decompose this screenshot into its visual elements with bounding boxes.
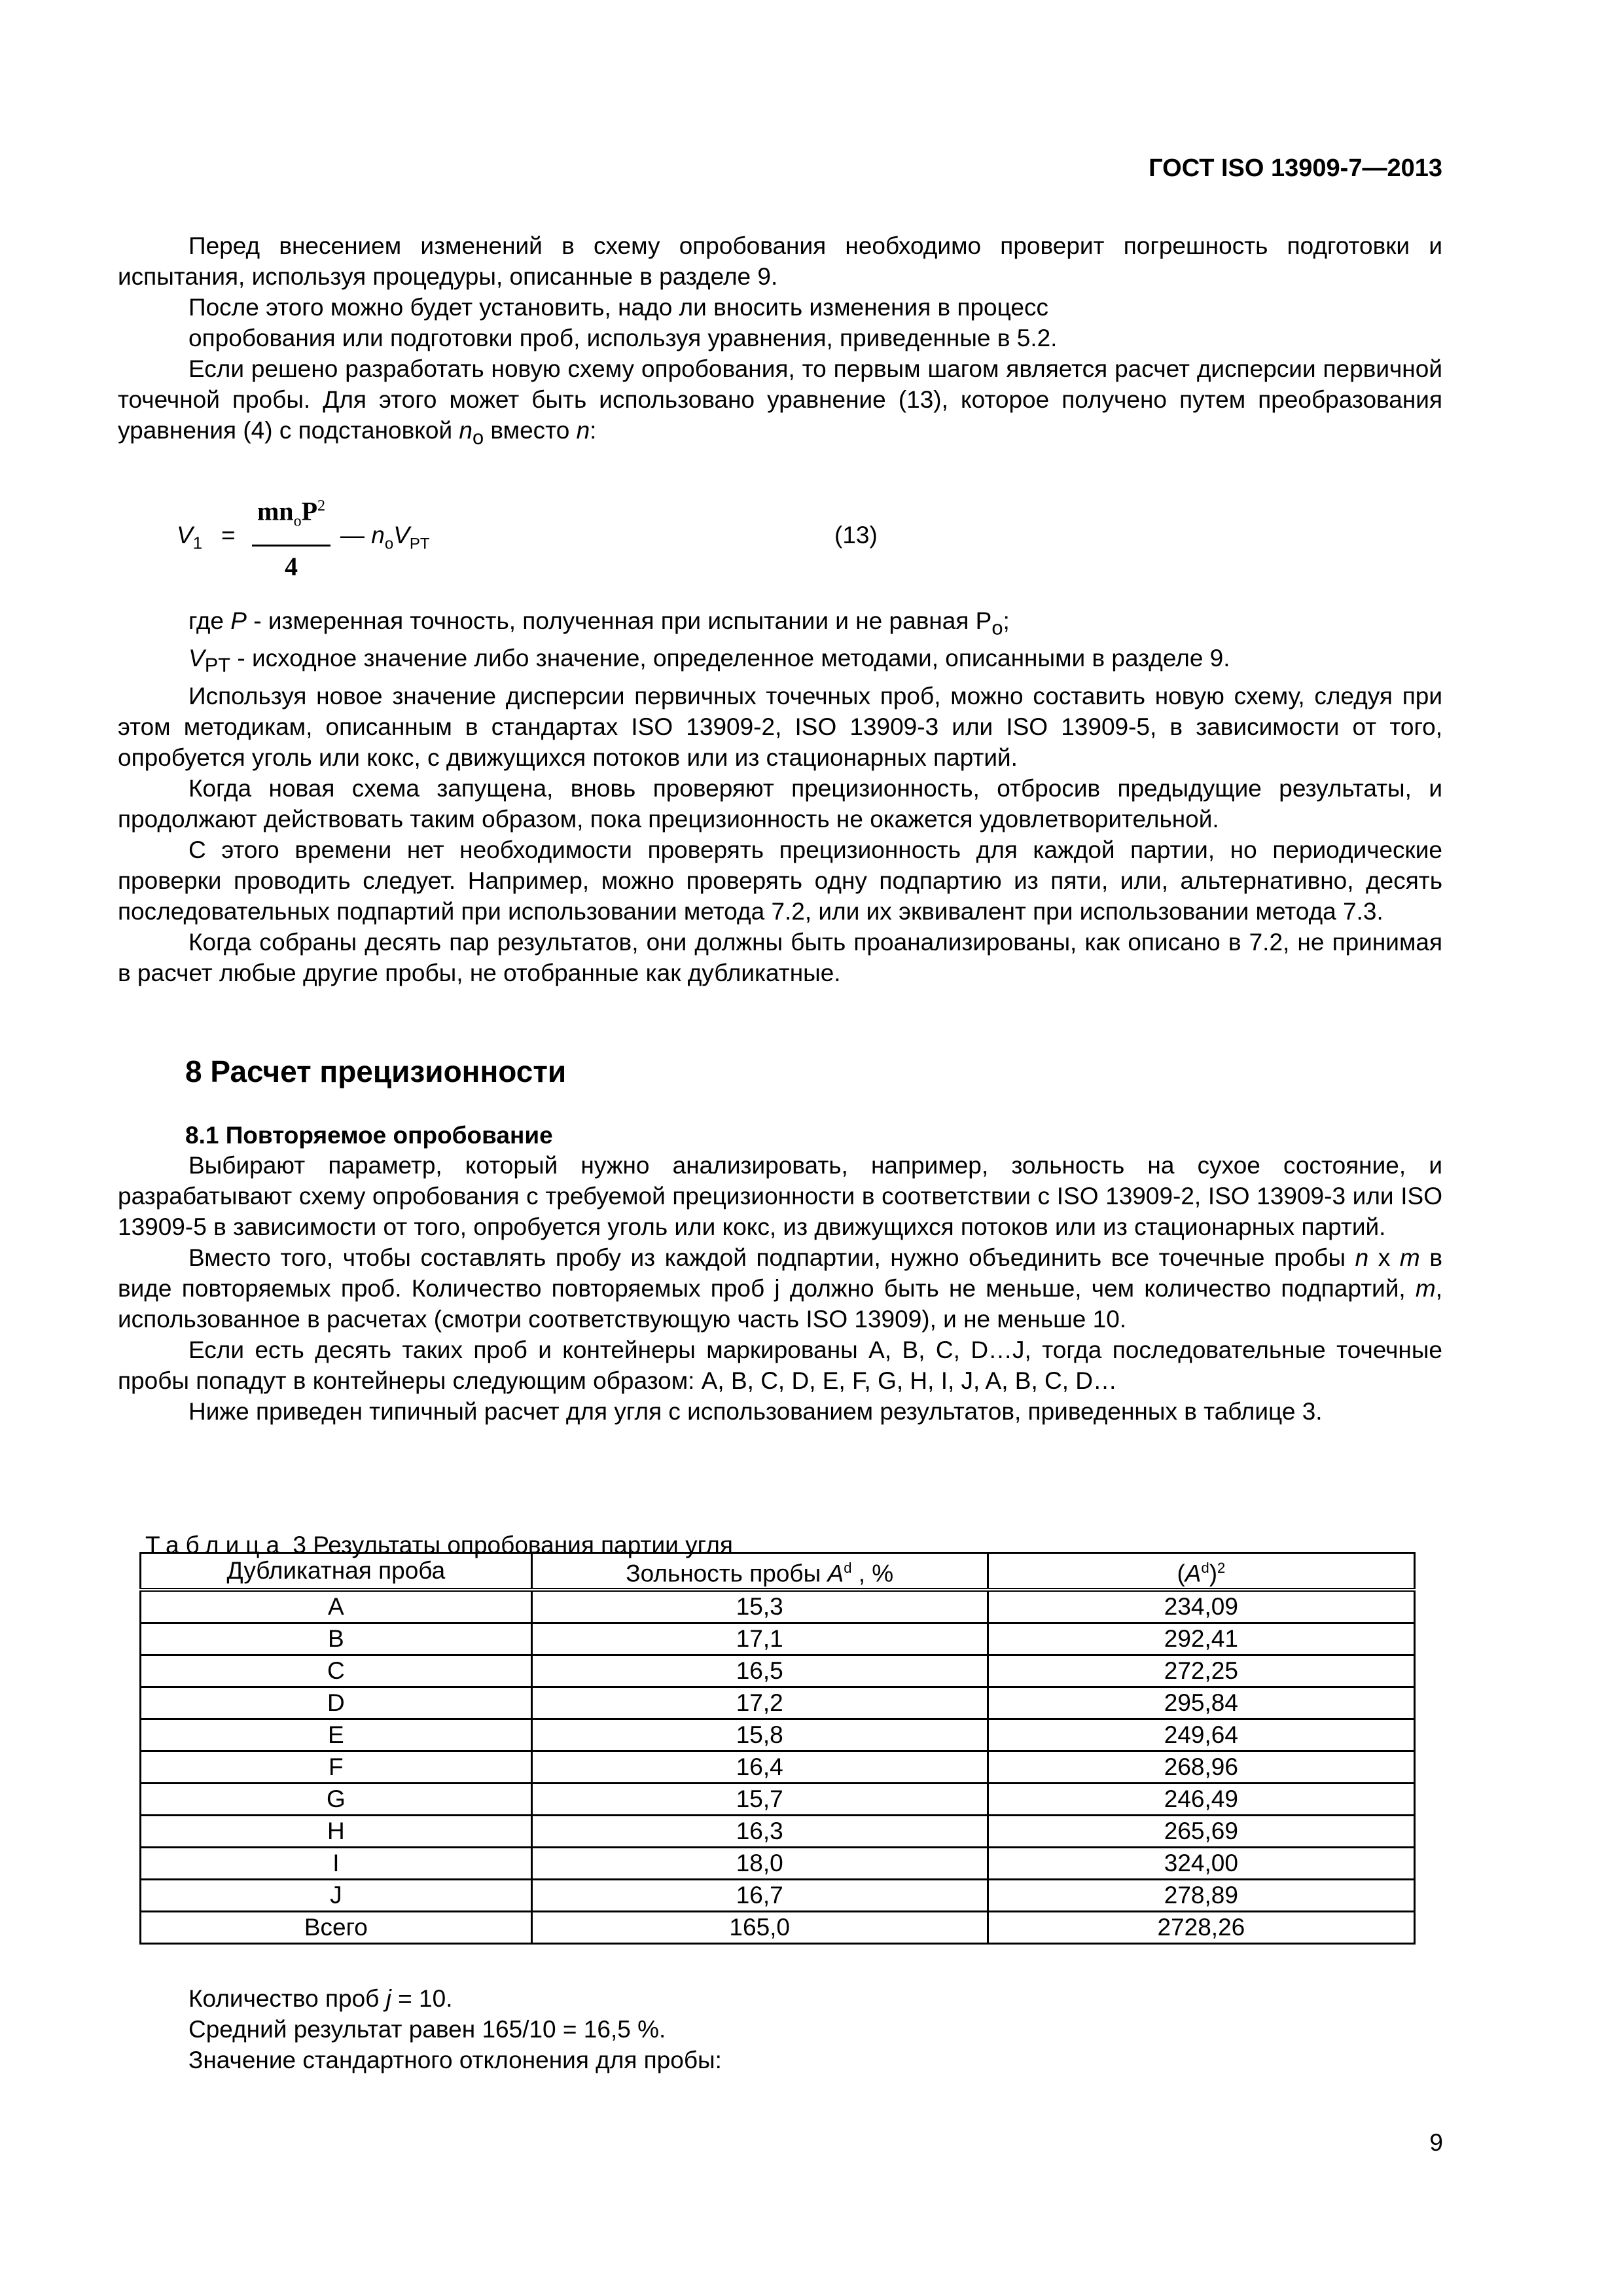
cell-ash-squared: 249,64 <box>988 1719 1414 1751</box>
cell-sample: G <box>141 1784 532 1816</box>
var-v: V <box>393 522 410 548</box>
sub-o: o <box>991 616 1003 639</box>
cell-sample: F <box>141 1751 532 1784</box>
table-row <box>141 1848 1415 1880</box>
paren: ( <box>1177 1560 1185 1587</box>
cell-ash-squared: 246,49 <box>988 1784 1414 1816</box>
var-p: P <box>230 607 247 634</box>
cell-ash-squared: 265,69 <box>988 1816 1414 1848</box>
table-row <box>141 1655 1415 1687</box>
equation-number: (13) <box>834 522 878 548</box>
document-header-standard-id: ГОСТ ISO 13909-7—2013 <box>1149 154 1442 182</box>
sub-1: 1 <box>192 533 203 553</box>
num-exp: 2 <box>317 497 325 514</box>
table-row <box>141 1751 1415 1784</box>
mean-result-line: Средний результат равен 165/10 = 16,5 %. <box>188 2016 666 2043</box>
sub-pt: PT <box>204 653 231 677</box>
sup-d: d <box>1201 1560 1209 1576</box>
fraction-bar <box>252 545 330 547</box>
cell-sample: B <box>141 1623 532 1655</box>
intro-section <box>118 230 1442 452</box>
cell-sample: D <box>141 1687 532 1719</box>
paragraph: Когда собраны десять пар результатов, они должны быть проанализированы, как описано в 7.2, не принимая в расчет любые другие пробы, не отобранные как дубликатные. <box>118 928 1442 986</box>
table-header-row <box>141 1553 1415 1590</box>
paragraph: Выбирают параметр, который нужно анализировать, например, зольность на сухое состояние, и разрабатывают схему опробования с требуемой прецизионности в соответствии с ISO 13909-2, ISO 13909-3 или ISO 13909-5 в зависимости от того, опробуется уголь или кокс, из движущихся потоков или из стационарных партий. <box>118 1152 1442 1240</box>
text-run: - измеренная точность, полученная при испытании и не равная P <box>246 607 992 634</box>
equation-13 <box>177 488 1289 586</box>
text-run: - исходное значение либо значение, определенное методами, описанными в разделе 9. <box>230 645 1230 672</box>
paren: ) <box>1209 1560 1218 1587</box>
cell-sample: E <box>141 1719 532 1751</box>
var-m: m <box>1415 1275 1436 1302</box>
definition-p <box>118 605 1442 643</box>
subsection-heading-8-1: 8.1 Повторяемое опробование <box>185 1122 553 1149</box>
cell-ash: 17,1 <box>531 1623 988 1655</box>
num-p: P <box>301 496 317 526</box>
definition-vpt <box>118 643 1442 680</box>
fraction <box>252 488 330 583</box>
cell-ash: 15,7 <box>531 1784 988 1816</box>
cell-ash-squared: 295,84 <box>988 1687 1414 1719</box>
after-table-text <box>188 1983 722 2075</box>
paragraph <box>118 1242 1442 1335</box>
cell-sample: A <box>141 1590 532 1623</box>
sub-o: o <box>384 535 394 553</box>
text-run: ; <box>1003 607 1010 634</box>
text-run: Если решено разработать новую схему опробования, то первым шагом является расчет дисперсии первичной точечной пробы. Для этого может быть использовано уравнение (13), которое получено путем преобразования уравнения (4) с подстановкой <box>118 355 1442 444</box>
text-run: , использованное в расчетах (смотри соответствующую часть ISO 13909), и не меньше 10. <box>118 1275 1442 1333</box>
table-row <box>141 1590 1415 1623</box>
cell-ash: 16,7 <box>531 1880 988 1912</box>
sample-count-line <box>188 1983 722 2014</box>
table-row <box>141 1719 1415 1751</box>
paragraph: Ниже приведен типичный расчет для угля с использованием результатов, приведенных в таблице 3. <box>188 1398 1323 1425</box>
cell-sample: I <box>141 1848 532 1880</box>
sub-o: o <box>472 425 484 449</box>
text-run: x <box>1368 1244 1400 1271</box>
cell-ash: 15,3 <box>531 1590 988 1623</box>
cell-sample: H <box>141 1816 532 1848</box>
cell-ash-squared: 268,96 <box>988 1751 1414 1784</box>
text-run: : <box>590 417 597 444</box>
var-n: n <box>371 522 385 548</box>
equation-lhs <box>177 522 202 553</box>
text-run: где <box>188 607 231 634</box>
paragraph: Когда новая схема запущена, вновь проверяют прецизионность, отбросив предыдущие результаты, и продолжают действовать таким образом, пока прецизионность не окажется удовлетворительной. <box>118 774 1442 833</box>
cell-ash-squared: 292,41 <box>988 1623 1414 1655</box>
paragraph: опробования или подготовки проб, используя уравнения, приведенные в 5.2. <box>188 325 1058 351</box>
fraction-denominator: 4 <box>285 552 298 582</box>
table-total-row <box>141 1912 1415 1944</box>
cell-ash-squared: 272,25 <box>988 1655 1414 1687</box>
var-v: V <box>177 522 193 548</box>
text-run: вместо <box>484 417 577 444</box>
header-ash-content <box>531 1553 988 1590</box>
definitions-and-text <box>118 605 1442 988</box>
sup-d: d <box>844 1560 852 1576</box>
cell-ash: 18,0 <box>531 1848 988 1880</box>
var-n: n <box>576 417 590 444</box>
paragraph: Если есть десять таких проб и контейнеры маркированы A, B, C, D…J, тогда последовательные точечные пробы попадут в контейнеры следующим образом: A, B, C, D, E, F, G, H, I, J, A, B, C, D… <box>118 1336 1442 1394</box>
cell-ash: 17,2 <box>531 1687 988 1719</box>
minus-sign: — <box>340 522 365 548</box>
paragraph: Перед внесением изменений в схему опробования необходимо проверит погрешность подготовки и испытания, используя процедуры, описанные в разделе 9. <box>118 232 1442 290</box>
cell-ash-squared: 234,09 <box>988 1590 1414 1623</box>
fraction-numerator <box>252 488 330 539</box>
caption-title: 3 Результаты опробования партии угля <box>286 1532 733 1558</box>
var-a: A <box>827 1560 844 1587</box>
sup-2: 2 <box>1217 1560 1226 1576</box>
text-run: Количество проб <box>188 1985 386 2012</box>
cell-sample: C <box>141 1655 532 1687</box>
text-run: в виде повторяемых проб. Количество повторяемых проб j должно быть не меньше, чем количество подпартий, <box>118 1244 1443 1302</box>
sub-pt: PT <box>409 535 430 553</box>
equation-rhs-term <box>340 522 430 553</box>
paragraph: С этого времени нет необходимости проверять прецизионность для каждой партии, но периодические проверки проводить следует. Например, можно проверять одну подпартию из пяти, или, альтернативно, десять последовательных подпартий при использовании метода 7.2, или их эквивалент при использовании метода 7.3. <box>118 836 1442 925</box>
text-run: , % <box>851 1560 894 1587</box>
cell-ash: 15,8 <box>531 1719 988 1751</box>
equals-sign: = <box>221 522 236 548</box>
table-row <box>141 1880 1415 1912</box>
cell-ash-squared: 324,00 <box>988 1848 1414 1880</box>
num-sub-o: o <box>293 512 302 530</box>
cell-ash: 16,4 <box>531 1751 988 1784</box>
var-j: j <box>385 1985 391 2012</box>
cell-ash-squared: 278,89 <box>988 1880 1414 1912</box>
std-dev-line: Значение стандартного отклонения для пробы: <box>188 2047 722 2073</box>
var-n: n <box>1355 1244 1369 1271</box>
table-row <box>141 1816 1415 1848</box>
cell-ash: 16,3 <box>531 1816 988 1848</box>
header-ash-squared <box>988 1553 1414 1590</box>
var-n: n <box>459 417 473 444</box>
table-row <box>141 1784 1415 1816</box>
num-mn: mn <box>257 496 294 526</box>
section-8-1-text <box>118 1150 1442 1427</box>
results-table <box>139 1552 1416 1945</box>
caption-label: Таблица <box>145 1532 287 1558</box>
paragraph: После этого можно будет установить, надо ли вносить изменения в процесс <box>188 294 1048 321</box>
cell-ash: 16,5 <box>531 1655 988 1687</box>
header-duplicate-sample: Дубликатная проба <box>141 1553 532 1590</box>
paragraph: Используя новое значение дисперсии первичных точечных проб, можно составить новую схему, следуя при этом методикам, описанным в стандартах ISO 13909-2, ISO 13909-3 или ISO 13909-5, в зависимости от того, опробуется уголь или кокс, с движущихся потоков или из стационарных партий. <box>118 682 1442 771</box>
cell-sample: J <box>141 1880 532 1912</box>
var-a: A <box>1185 1560 1202 1587</box>
cell-total-ash-squared: 2728,26 <box>988 1912 1414 1944</box>
table-row <box>141 1623 1415 1655</box>
var-m: m <box>1399 1244 1420 1271</box>
text-run: Вместо того, чтобы составлять пробу из каждой подпартии, нужно объединить все точечные пробы <box>188 1244 1355 1271</box>
cell-total-label: Всего <box>141 1912 532 1944</box>
section-heading-8: 8 Расчет прецизионности <box>185 1054 567 1088</box>
text-run: = 10. <box>391 1985 453 2012</box>
cell-total-ash: 165,0 <box>531 1912 988 1944</box>
text-run: Зольность пробы <box>626 1560 828 1587</box>
table-row <box>141 1687 1415 1719</box>
page-number: 9 <box>1429 2129 1443 2156</box>
var-v: V <box>188 645 205 672</box>
paragraph <box>118 353 1442 452</box>
